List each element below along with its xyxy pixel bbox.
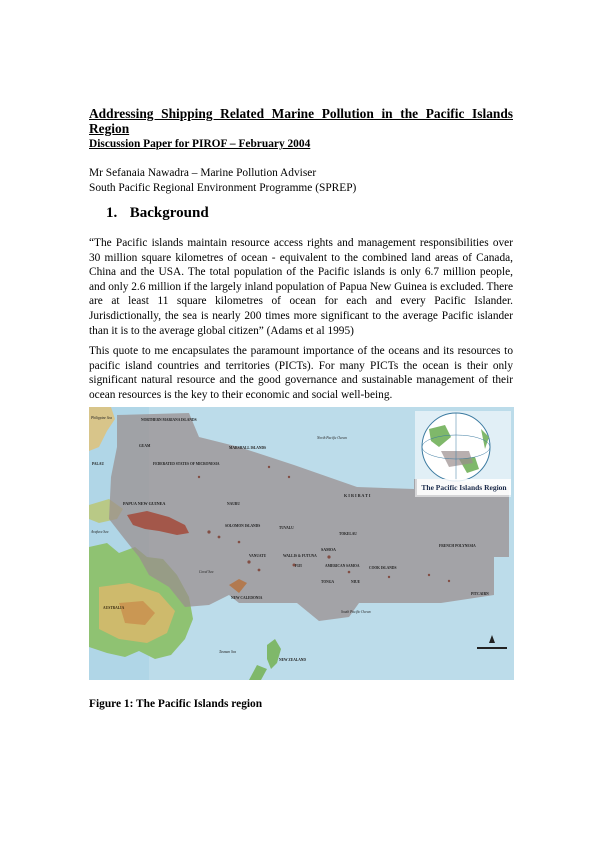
label-tasman-sea: Tasman Sea — [219, 650, 237, 654]
map-title: The Pacific Islands Region — [421, 483, 507, 492]
label-tonga: TONGA — [321, 580, 335, 584]
section-number: 1. — [106, 205, 118, 221]
label-coral-sea: Coral Sea — [199, 570, 214, 574]
author-block — [89, 166, 356, 195]
label-samoa: SAMOA — [321, 547, 336, 552]
document-subtitle: Discussion Paper for PIROF – February 2004 — [89, 138, 311, 150]
label-new-zealand: NEW ZEALAND — [279, 658, 306, 662]
pacific-region-map — [89, 407, 514, 680]
quote-paragraph: “The Pacific islands maintain resource access rights and management responsibilities over 30 million square kilometres of ocean - equivalent to the combined land areas of Canada, China and the USA. The total population of the Pacific islands is only 6.7 million people, and only 2.6 million if the largely inland population of Papua New Guinea is excluded. There are at least 11 square kilometres of ocean for each and every Pacific Islander. Jurisdictionally, the sea is nearly 200 times more significant to the average Pacific islander than it is to the average global citizen” (Adams et al 1995) — [89, 237, 513, 337]
label-palau: PALAU — [92, 462, 105, 466]
label-nauru: NAURU — [227, 502, 240, 506]
scale-bar — [477, 647, 507, 649]
label-png: PAPUA NEW GUINEA — [123, 501, 166, 506]
label-marshall-islands: MARSHALL ISLANDS — [229, 446, 267, 450]
organisation-line: South Pacific Regional Environment Programme (SPREP) — [89, 181, 357, 194]
label-kiribati: K I R I B A T I — [344, 493, 371, 498]
section-heading — [106, 204, 209, 222]
label-vanuatu: VANUATU — [249, 554, 267, 558]
label-pitcairn: PITCAIRN — [471, 592, 489, 596]
label-australia: AUSTRALIA — [103, 606, 125, 610]
label-northern-mariana: NORTHERN MARIANA ISLANDS — [141, 418, 197, 422]
label-north-pacific: North Pacific Ocean — [317, 436, 347, 440]
label-fiji: FIJI — [295, 564, 302, 568]
label-wallis-futuna: WALLIS & FUTUNA — [283, 554, 317, 558]
label-tuvalu: TUVALU — [279, 526, 294, 530]
label-french-polynesia: FRENCH POLYNESIA — [439, 544, 476, 548]
label-fsm: FEDERATED STATES OF MICRONESIA — [153, 462, 220, 466]
figure-caption: Figure 1: The Pacific Islands region — [89, 698, 263, 710]
label-cook-islands: COOK ISLANDS — [369, 566, 397, 570]
label-new-caledonia: NEW CALEDONIA — [231, 596, 263, 600]
body-paragraph: This quote to me encapsulates the paramount importance of the oceans and its resources to pacific island countries and territories (PICTs). For many PICTs the ocean is their only significant natural resource and the good governance and sustainable management of their ocean resources is the key to their economic and social well-being. — [89, 345, 513, 401]
label-niue: NIUE — [351, 580, 360, 584]
label-philippine-sea: Philippine Sea — [91, 416, 113, 420]
label-american-samoa: AMERICAN SAMOA — [325, 564, 360, 568]
label-guam: GUAM — [139, 444, 151, 448]
label-south-pacific: South Pacific Ocean — [341, 610, 371, 614]
label-tokelau: TOKELAU — [339, 532, 357, 536]
section-title: Background — [129, 205, 209, 221]
document-title: Addressing Shipping Related Marine Pollution in the Pacific Islands Region — [89, 106, 513, 136]
label-solomon-islands: SOLOMON ISLANDS — [225, 524, 261, 528]
label-arafura-sea: Arafura Sea — [91, 530, 109, 534]
map-graphic — [89, 407, 514, 680]
author-line: Mr Sefanaia Nawadra – Marine Pollution Adviser — [89, 167, 317, 179]
